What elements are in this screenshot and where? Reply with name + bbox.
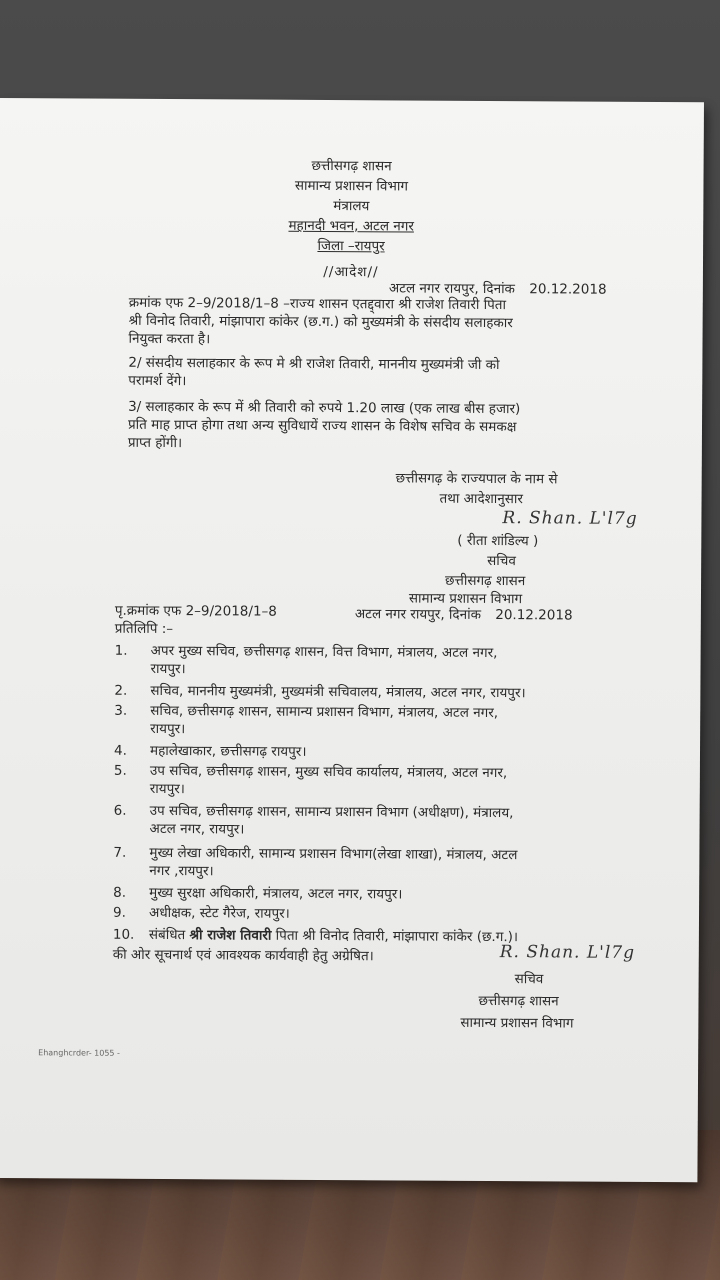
copy-item-number: 2.	[114, 682, 128, 699]
copy-label: प्रतिलिपि :–	[114, 620, 174, 638]
copy-item-line1: मुख्य लेखा अधिकारी, सामान्य प्रशासन विभाग(लेखा शाखा), मंत्रालय, अटल	[149, 844, 518, 864]
copy-item-number: 6.	[113, 802, 127, 819]
government-order-document	[0, 98, 704, 1182]
order-para3-line3: प्राप्त होंगी।	[127, 434, 183, 452]
copy-item-number: 10.	[112, 926, 135, 943]
copy-item-number: 3.	[114, 702, 128, 719]
signatory2-dept2: सामान्य प्रशासन विभाग	[460, 1014, 574, 1032]
header-department: सामान्य प्रशासन विभाग	[294, 177, 409, 195]
copy-item-line1: अधीक्षक, स्टेट गैरेज, रायपुर।	[148, 904, 290, 922]
copy-item-line1: सचिव, माननीय मुख्यमंत्री, मुख्यमंत्री सचिवालय, मंत्रालय, अटल नगर, रायपुर।	[150, 682, 526, 702]
copy-item-number: 1.	[114, 642, 128, 659]
copy-item-line1: महालेखाकार, छत्तीसगढ़ रायपुर।	[149, 742, 307, 760]
order-para3-line2: प्रति माह प्राप्त होगा तथा अन्य सुविधायें राज्य शासन के विशेष सचिव के समकक्ष	[127, 416, 517, 436]
copy-item-number: 8.	[113, 884, 127, 901]
copy-item-number: 9.	[112, 904, 126, 921]
signatory1-signature: R. Shan. L'l7g	[502, 508, 638, 529]
signatory2-designation: सचिव	[514, 971, 544, 988]
signatory1-dept1: छत्तीसगढ़ शासन	[445, 572, 526, 590]
copy-item-line1: मुख्य सुरक्षा अधिकारी, मंत्रालय, अटल नगर, रायपुर।	[149, 884, 403, 903]
order-para1-line1: क्रमांक एफ 2–9/2018/1–8 –राज्य शासन एतद्द्वारा श्री राजेश तिवारी पिता	[128, 294, 507, 314]
copy-item-line1	[149, 927, 518, 947]
order-para1-line3: नियुक्त करता है।	[128, 330, 211, 348]
copy-item-line2: रायपुर।	[150, 660, 186, 678]
endorsement-place-label: अटल नगर रायपुर, दिनांक	[354, 606, 482, 623]
copy-item-line1: सचिव, छत्तीसगढ़ शासन, सामान्य प्रशासन विभाग, मंत्रालय, अटल नगर,	[150, 702, 499, 722]
copy-item-line2: अटल नगर, रायपुर।	[149, 820, 245, 838]
order-date: 20.12.2018	[529, 281, 607, 298]
footer-code: Ehanghcrder- 1055 -	[38, 1048, 120, 1058]
order-title: //आदेश//	[323, 263, 379, 281]
header-building: महानदी भवन, अटल नगर	[288, 217, 414, 235]
order-para2-line2: परामर्श देंगे।	[128, 372, 187, 390]
signatory1-line2: तथा आदेशानुसार	[439, 490, 523, 508]
signatory1-designation: सचिव	[487, 552, 516, 570]
copy-item-number: 7.	[113, 844, 127, 861]
signatory1-line1: छत्तीसगढ़ के राज्यपाल के नाम से	[395, 470, 558, 488]
signatory1-dept2: सामान्य प्रशासन विभाग	[408, 590, 523, 608]
copy-item-line1: उप सचिव, छत्तीसगढ़ शासन, सामान्य प्रशासन विभाग (अधीक्षण), मंत्रालय,	[149, 802, 514, 822]
signatory2-signature: R. Shan. L'l7g	[499, 942, 636, 963]
signatory1-name: ( रीता शांडिल्य )	[457, 532, 539, 550]
order-para1-line2: श्री विनोद तिवारी, मांझापारा कांकेर (छ.ग.) को मुख्यमंत्री के संसदीय सलाहकार	[128, 312, 513, 332]
copy-item-line2: रायपुर।	[150, 720, 186, 738]
copy-item-line1: उप सचिव, छत्तीसगढ़ शासन, मुख्य सचिव कार्यालय, मंत्रालय, अटल नगर,	[149, 762, 508, 782]
order-para2-line1: 2/ संसदीय सलाहकार के रूप मे श्री राजेश तिवारी, माननीय मुख्यमंत्री जी को	[128, 354, 500, 374]
copy-item-line2: रायपुर।	[149, 780, 185, 798]
copy-item-line2: नगर ,रायपुर।	[149, 862, 214, 880]
copy-item-line1: अपर मुख्य सचिव, छत्तीसगढ़ शासन, वित्त विभाग, मंत्रालय, अटल नगर,	[150, 642, 498, 662]
order-para3-line1: 3/ सलाहकार के रूप में श्री तिवारी को रुपये 1.20 लाख (एक लाख बीस हजार)	[128, 398, 521, 418]
endorsement-ref: पृ.क्रमांक एफ 2–9/2018/1–8	[114, 602, 277, 620]
copy-item-number: 5.	[113, 762, 127, 779]
copy-item-number: 4.	[113, 742, 127, 759]
closing-line: की ओर सूचनार्थ एवं आवश्यक कार्यवाही हेतु अग्रेषित।	[112, 946, 374, 965]
header-district: जिला –रायपुर	[317, 237, 385, 255]
endorsement-place-date	[355, 606, 573, 625]
copy-item-text: पिता श्री विनोद तिवारी, मांझापारा कांकेर (छ.ग.)।	[271, 927, 519, 946]
header-ministry: मंत्रालय	[333, 198, 370, 215]
endorsement-date: 20.12.2018	[495, 607, 573, 624]
signatory2-dept1: छत्तीसगढ़ शासन	[478, 992, 559, 1010]
header-state-govt: छत्तीसगढ़ शासन	[311, 157, 392, 175]
copy-item-text: संबंधित	[148, 926, 190, 944]
appointee-name: श्री राजेश तिवारी	[189, 927, 272, 944]
order-place-label: अटल नगर रायपुर, दिनांक	[388, 280, 516, 298]
